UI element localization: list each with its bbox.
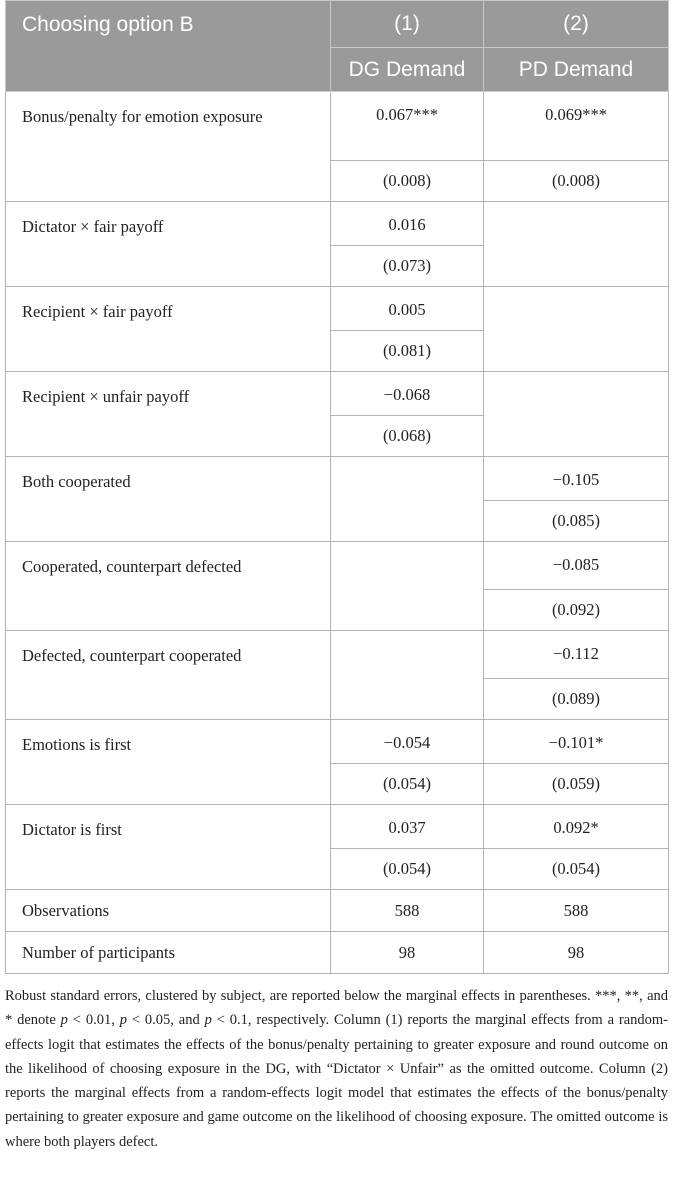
row-label: Recipient × fair payoff <box>6 287 331 372</box>
row-label: Bonus/penalty for emotion exposure <box>6 92 331 202</box>
table-row <box>6 805 669 849</box>
observations-col-2: 588 <box>484 890 669 932</box>
notes-p-symbol: p <box>60 1012 68 1029</box>
row-label: Emotions is first <box>6 720 331 805</box>
participants-col-2: 98 <box>484 932 669 974</box>
coef-col-1: −0.068 <box>331 372 484 416</box>
table-notes <box>5 984 668 1154</box>
coef-col-2: −0.105 <box>484 457 669 501</box>
participants-row <box>6 932 669 974</box>
results-table <box>5 0 669 974</box>
coef-col-2: 0.092* <box>484 805 669 849</box>
coef-col-1: 0.067*** <box>331 92 484 161</box>
row-label: Recipient × unfair payoff <box>6 372 331 457</box>
notes-text-2: < 0.01, <box>67 1012 120 1029</box>
table-row <box>6 542 669 590</box>
table-row <box>6 720 669 764</box>
empty-cell <box>484 287 669 372</box>
se-col-1: (0.008) <box>331 161 484 202</box>
header-column-2-number: (2) <box>484 1 669 48</box>
coef-col-2: −0.101* <box>484 720 669 764</box>
se-col-2: (0.092) <box>484 590 669 631</box>
table-body <box>6 92 669 974</box>
coef-col-2: −0.112 <box>484 631 669 679</box>
notes-text-3: < 0.05, and <box>126 1012 205 1029</box>
coef-col-1: 0.005 <box>331 287 484 331</box>
se-col-2: (0.085) <box>484 501 669 542</box>
table-row <box>6 92 669 161</box>
empty-cell <box>484 202 669 287</box>
header-row-1 <box>6 1 669 48</box>
coef-col-2: 0.069*** <box>484 92 669 161</box>
row-label: Cooperated, counterpart defected <box>6 542 331 631</box>
se-col-1: (0.068) <box>331 416 484 457</box>
row-label: Number of participants <box>6 932 331 974</box>
observations-col-1: 588 <box>331 890 484 932</box>
empty-cell <box>484 372 669 457</box>
notes-text-1: Robust standard errors, clustered by subject, are reported below the marginal effects in parentheses. ***, **, and * denote <box>5 988 668 1029</box>
table-row <box>6 457 669 501</box>
empty-cell <box>331 542 484 631</box>
table-row <box>6 631 669 679</box>
coef-col-2: −0.085 <box>484 542 669 590</box>
header-column-1-title: DG Demand <box>331 48 484 92</box>
header-dependent-variable: Choosing option B <box>6 1 331 92</box>
notes-p-symbol: p <box>119 1012 127 1029</box>
coef-col-1: 0.037 <box>331 805 484 849</box>
se-col-1: (0.054) <box>331 849 484 890</box>
table-row <box>6 372 669 416</box>
header-column-1-number: (1) <box>331 1 484 48</box>
empty-cell <box>331 631 484 720</box>
coef-col-1: 0.016 <box>331 202 484 246</box>
empty-cell <box>331 457 484 542</box>
header-column-2-title: PD Demand <box>484 48 669 92</box>
observations-row <box>6 890 669 932</box>
se-col-2: (0.059) <box>484 764 669 805</box>
se-col-1: (0.073) <box>331 246 484 287</box>
notes-p-symbol: p <box>204 1012 212 1029</box>
se-col-2: (0.054) <box>484 849 669 890</box>
row-label: Observations <box>6 890 331 932</box>
se-col-1: (0.081) <box>331 331 484 372</box>
row-label: Defected, counterpart cooperated <box>6 631 331 720</box>
notes-text-4: < 0.1, respectively. Column (1) reports the marginal effects from a random-effects logit that estimates the effects of the bonus/penalty pertaining to greater exposure and round outcome on the likelihood of choosing exposure in the DG, with “Dictator × Unfair” as the omitted outcome. Column (2) reports the marginal effects from a random-effects logit model that estimates the effects of the bonus/penalty pertaining to greater exposure and game outcome on the likelihood of choosing exposure. The omitted outcome is where both players defect. <box>5 1012 669 1150</box>
participants-col-1: 98 <box>331 932 484 974</box>
coef-col-1: −0.054 <box>331 720 484 764</box>
results-table-container <box>5 0 668 974</box>
se-col-2: (0.008) <box>484 161 669 202</box>
table-row <box>6 202 669 246</box>
se-col-2: (0.089) <box>484 679 669 720</box>
row-label: Dictator × fair payoff <box>6 202 331 287</box>
se-col-1: (0.054) <box>331 764 484 805</box>
table-row <box>6 287 669 331</box>
row-label: Dictator is first <box>6 805 331 890</box>
row-label: Both cooperated <box>6 457 331 542</box>
